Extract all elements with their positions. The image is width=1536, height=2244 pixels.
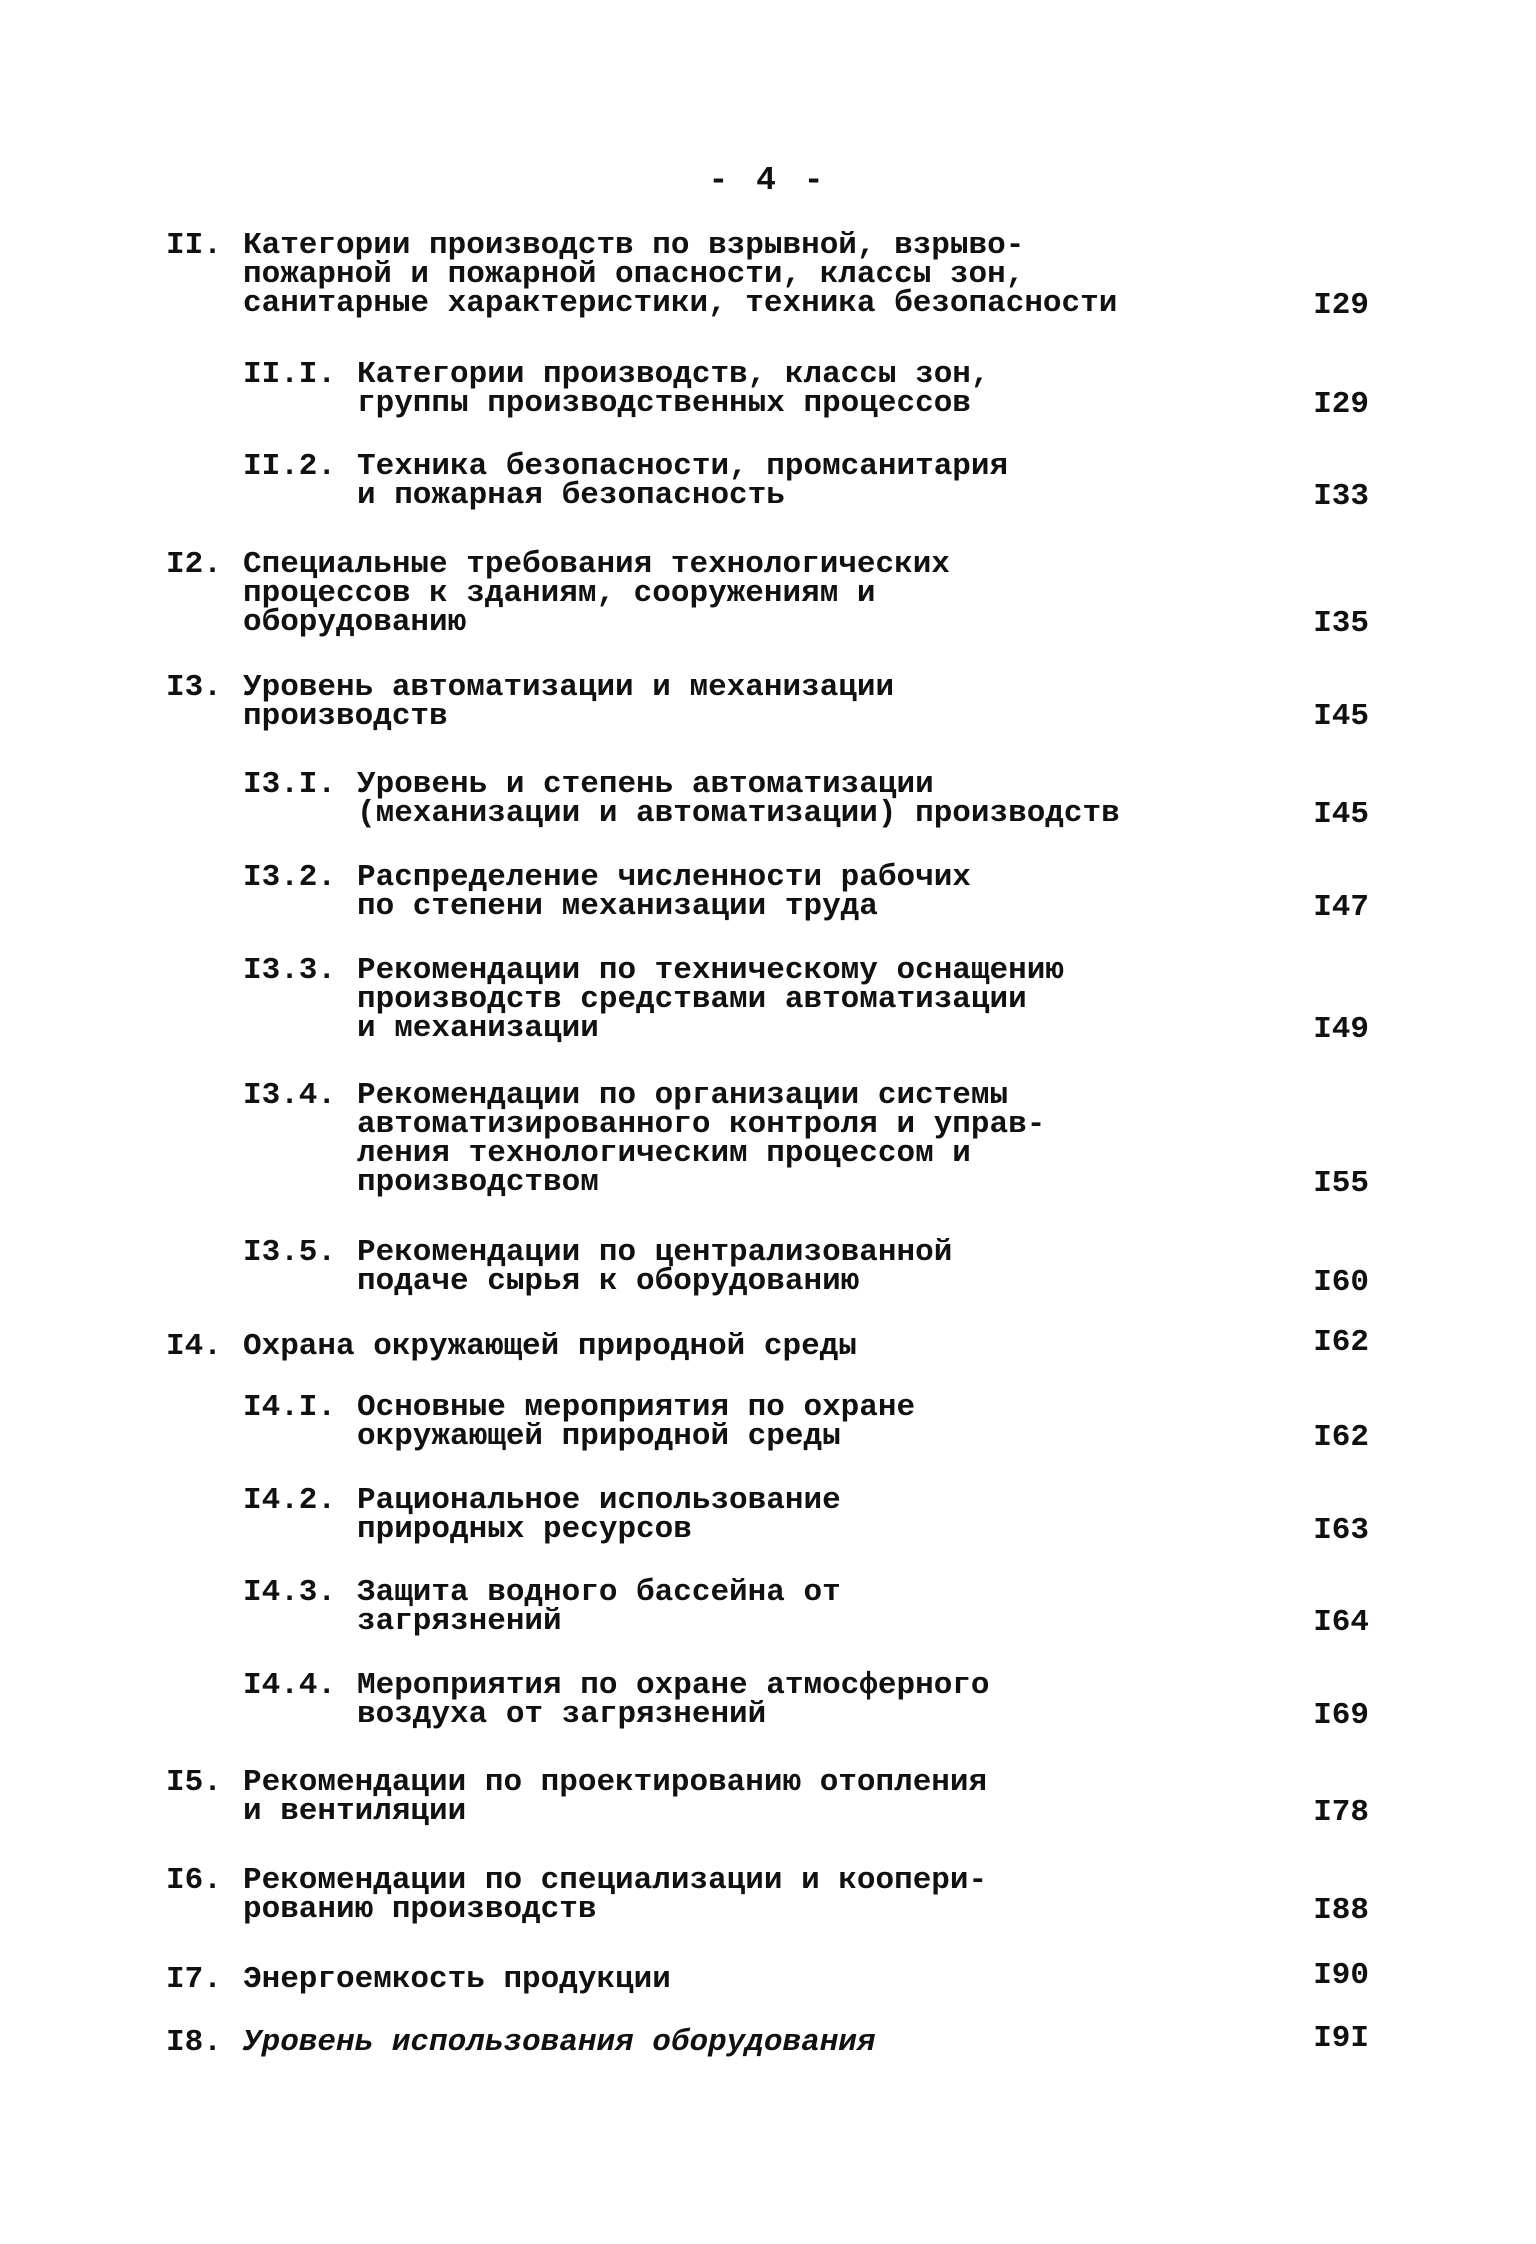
toc-entry-number: II.I. [243,357,337,392]
toc-entry-title-line: Рекомендации по проектированию отопления [243,1765,988,1800]
toc-entry-title-line: ления технологическим процессом и [357,1136,971,1171]
toc-entry-title [357,953,1064,1046]
toc-entry-title [243,2025,876,2060]
toc-entry-title [357,860,971,924]
toc-entry-page: I33 [1313,479,1369,514]
toc-entry-number: I4. [166,1329,222,1364]
toc-entry-number: I4.4. [243,1668,337,1703]
toc-entry-page: I64 [1313,1605,1369,1640]
toc-entry-title [357,357,990,421]
toc-entry-title [357,1575,841,1639]
toc-entry-title-line: Техника безопасности, промсанитария [357,449,1009,484]
toc-entry-title-line: Рекомендации по техническому оснащению [357,953,1064,988]
toc-entry-title-line: и пожарная безопасность [357,478,785,513]
toc-entry-title-line: Специальные требования технологических [243,547,950,582]
toc-entry-number: I4.I. [243,1390,337,1425]
toc-entry-title [243,547,950,640]
toc-entry-page: I88 [1313,1893,1369,1928]
toc-entry-number: I8. [166,2025,222,2060]
toc-entry-title-line: Основные мероприятия по охране [357,1390,916,1425]
toc-entry-title [243,1765,988,1829]
toc-entry-page: I62 [1313,1325,1369,1360]
toc-entry-page: I9I [1313,2021,1369,2056]
toc-entry-title-line: по степени механизации труда [357,889,878,924]
toc-entry-title-line: Рекомендации по централизованной [357,1235,953,1270]
toc-entry-page: I49 [1313,1012,1369,1047]
toc-entry-page: I69 [1313,1698,1369,1733]
toc-entry-title-line: Мероприятия по охране атмосферного [357,1668,990,1703]
toc-entry-page: I55 [1313,1166,1369,1201]
toc-entry-title [357,767,1120,831]
toc-entry-title [357,1390,916,1454]
toc-entry-title-line: Категории производств, классы зон, [357,357,990,392]
toc-entry-number: I3.2. [243,860,337,895]
toc-entry-number: I4.3. [243,1575,337,1610]
toc-entry-page: I47 [1313,890,1369,925]
toc-entry-number: I4.2. [243,1483,337,1518]
toc-entry-title [243,1962,671,1997]
toc-entry-page: I35 [1313,606,1369,641]
toc-entry-number: I3.4. [243,1078,337,1113]
toc-entry-number: I3.5. [243,1235,337,1270]
toc-entry-title-line: оборудованию [243,605,467,640]
toc-entry-page: I45 [1313,699,1369,734]
toc-entry-title [357,1668,990,1732]
toc-entry-title-line: (механизации и автоматизации) производств [357,796,1120,831]
page-number: - 4 - [708,162,828,199]
toc-entry-title-line: загрязнений [357,1604,562,1639]
toc-entry-number: I6. [166,1863,222,1898]
toc-entry-title [243,1863,988,1927]
toc-entry-title [243,1329,857,1364]
toc-entry-title-line: процессов к зданиям, сооружениям и [243,576,876,611]
toc-entry-title-line: и вентиляции [243,1794,467,1829]
toc-entry-title [243,228,1118,321]
toc-entry-number: I3. [166,670,222,705]
toc-entry-title [357,1078,1046,1200]
toc-entry-title-line: воздуха от загрязнений [357,1697,767,1732]
toc-entry-title-line: автоматизированного контроля и управ- [357,1107,1046,1142]
toc-entry-number: I7. [166,1962,222,1997]
toc-entry-title [357,449,1009,513]
toc-entry-title-line: Рекомендации по организации системы [357,1078,1009,1113]
toc-entry-page: I60 [1313,1265,1369,1300]
toc-entry-title-line: Уровень автоматизации и механизации [243,670,895,705]
toc-entry-title-line: производств [243,699,448,734]
toc-entry-title-line: производств средствами автоматизации [357,982,1027,1017]
toc-entry-title-line: рованию производств [243,1892,597,1927]
toc-entry-title [357,1235,953,1299]
toc-entry-page: I29 [1313,288,1369,323]
toc-entry-number: I3.3. [243,953,337,988]
toc-entry-title-line: группы производственных процессов [357,386,971,421]
toc-entry-title [357,1483,841,1547]
toc-entry-title-line: Рекомендации по специализации и коопери- [243,1863,988,1898]
toc-entry-page: I90 [1313,1958,1369,1993]
toc-entry-title-line: Рациональное использование [357,1483,841,1518]
toc-entry-page: I63 [1313,1513,1369,1548]
toc-entry-number: I5. [166,1765,222,1800]
toc-entry-title-line: производством [357,1165,599,1200]
toc-entry-title-line: Защита водного бассейна от [357,1575,841,1610]
toc-entry-number: I2. [166,547,222,582]
toc-entry-title-line: Распределение численности рабочих [357,860,971,895]
toc-entry-number: II.2. [243,449,337,484]
toc-entry-page: I62 [1313,1420,1369,1455]
toc-entry-title-line: Охрана окружающей природной среды [243,1329,857,1364]
toc-entry-title-line: санитарные характеристики, техника безопасности [243,286,1118,321]
toc-entry-page: I78 [1313,1795,1369,1830]
toc-entry-number: I3.I. [243,767,337,802]
toc-entry-number: II. [166,228,222,263]
toc-entry-title-line: Уровень использования оборудования [243,2025,876,2060]
toc-entry-title-line: природных ресурсов [357,1512,692,1547]
toc-entry-title-line: и механизации [357,1011,599,1046]
toc-entry-title-line: окружающей природной среды [357,1419,841,1454]
toc-entry-title-line: подаче сырья к оборудованию [357,1264,860,1299]
toc-entry-title-line: Категории производств по взрывной, взрыво- [243,228,1025,263]
toc-entry-page: I45 [1313,797,1369,832]
toc-entry-title [243,670,895,734]
toc-entry-title-line: Энергоемкость продукции [243,1962,671,1997]
toc-entry-title-line: Уровень и степень автоматизации [357,767,934,802]
toc-entry-page: I29 [1313,387,1369,422]
toc-entry-title-line: пожарной и пожарной опасности, классы зон, [243,257,1025,292]
